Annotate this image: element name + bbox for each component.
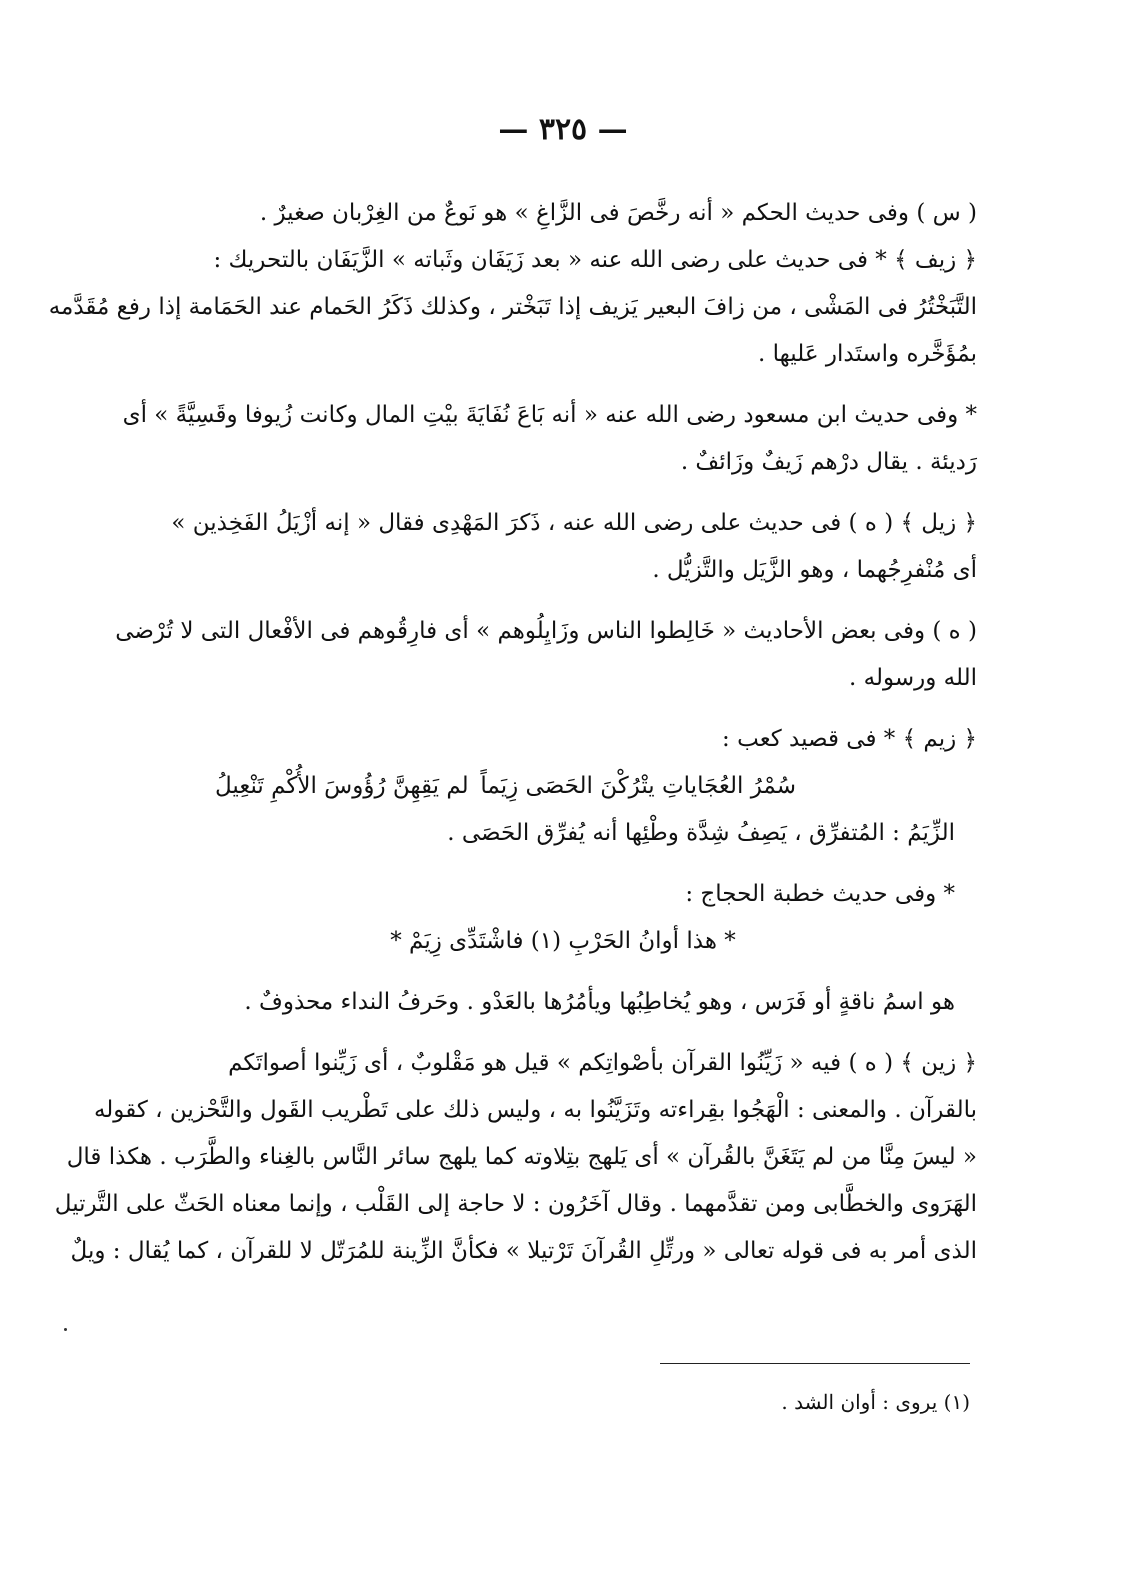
text-line: ﴿ زيف ﴾ * فى حديث على رضى الله عنه « بعد زَيَفَان وثَباته » الزَّيَفَان بالتحريك : [213, 247, 977, 273]
text-line: بمُؤَخَّره واستَدار عَليها . [758, 341, 977, 367]
text-line: « ليسَ مِنَّا من لم يَتَغَنَّ بالقُرآن » أى يَلهج بتِلاوته كما يلهج سائر النَّاس بالغِناء والطَّرَب . هكذا قال [66, 1144, 977, 1170]
text-line: ﴿ زين ﴾ ( ه ) فيه « زَيِّنُوا القرآن بأصْواتِكم » قيل هو مَقْلوبٌ ، أى زَيِّنوا أصواتَكم [228, 1050, 977, 1076]
main-text [48, 0, 977, 1300]
text-line: الهَرَوى والخطَّابى ومن تقدَّمهما . وقال آخَرُون : لا حاجة إلى القَلْب ، وإنما معناه الحَثّ على التَّرتيل [54, 1191, 977, 1217]
text-line: ( س ) وفى حديث الحكم « أنه رخَّصَ فى الزَّاغِ » هو نَوعٌ من الغِرْبان صغيرٌ . [259, 200, 977, 226]
verse-right-hemistich: سُمْرُ العُجَاياتِ يتْرُكْنَ الحَصَى زِيَماً [480, 773, 796, 799]
footnote-divider [660, 1363, 970, 1364]
scan-speck [64, 1328, 67, 1331]
text-line: ( ه ) وفى بعض الأحاديث « خَالِطوا الناس وزَايِلُوهم » أى فارِقُوهم فى الأفْعال التى لا تُرْضى [115, 618, 977, 644]
text-line: هو اسمُ ناقةٍ أو فَرَس ، وهو يُخاطِبُها ويأمُرُها بالعَدْو . وحَرفُ النداء محذوفٌ . [244, 989, 955, 1015]
text-line: التَّبَخْتُرُ فى المَشْى ، من زافَ البعير يَزيف إذا تَبَخْتر ، وكذلك ذَكَرُ الحَمام عند الحَمَامة إذا رفع مُقَدَّمه [48, 294, 977, 320]
text-line: أى مُنْفرِجُهما ، وهو الزَّيَل والتَّزيُّل . [652, 557, 977, 583]
text-line: * وفى حديث ابن مسعود رضى الله عنه « أنه بَاعَ نُفَايَةَ بيْتِ المال وكانت زُيوفا وقَسِيَّةً » أى [122, 402, 977, 428]
hajjaj-verse: * هذا أوانُ الحَرْبِ (١) فاشْتَدِّى زِيَمْ * [390, 928, 736, 954]
text-line: الذى أمر به فى قوله تعالى « ورتِّلِ القُرآنَ تَرْتيلا » فكأنَّ الزِّينة للمُرَتّل لا للقرآن ، كما يُقال : ويلٌ [70, 1238, 977, 1264]
footnote: (١) يروى : أوان الشد . [781, 1390, 970, 1414]
verse-left-hemistich: لم يَقِهِنَّ رُؤُوسَ الأُكْمِ تَنْعِيلُ [215, 773, 469, 799]
text-line: بالقرآن . والمعنى : الْهَجُوا بقِراءته وتَزَيَّنُوا به ، وليس ذلك على تَطْريب القَول والتَّحْزين ، كقوله [93, 1097, 977, 1123]
text-line: الله ورسوله . [849, 665, 977, 691]
text-line: ﴿ زيل ﴾ ( ه ) فى حديث على رضى الله عنه ، ذَكرَ المَهْدِى فقال « إنه أزْيَلُ الفَخِذين » [171, 510, 977, 536]
text-line: الزِّيَمُ : المُتفرِّق ، يَصِفُ شِدَّة وطْئِها أنه يُفرِّق الحَصَى . [447, 820, 955, 846]
text-line: رَديئة . يقال درْهم زَيفٌ وزَائفٌ . [680, 449, 977, 475]
text-line: * وفى حديث خطبة الحجاج : [685, 881, 955, 907]
text-line: ﴿ زيم ﴾ * فى قصيد كعب : [722, 726, 977, 752]
page-number: — ٣٢٥ — [498, 112, 628, 147]
